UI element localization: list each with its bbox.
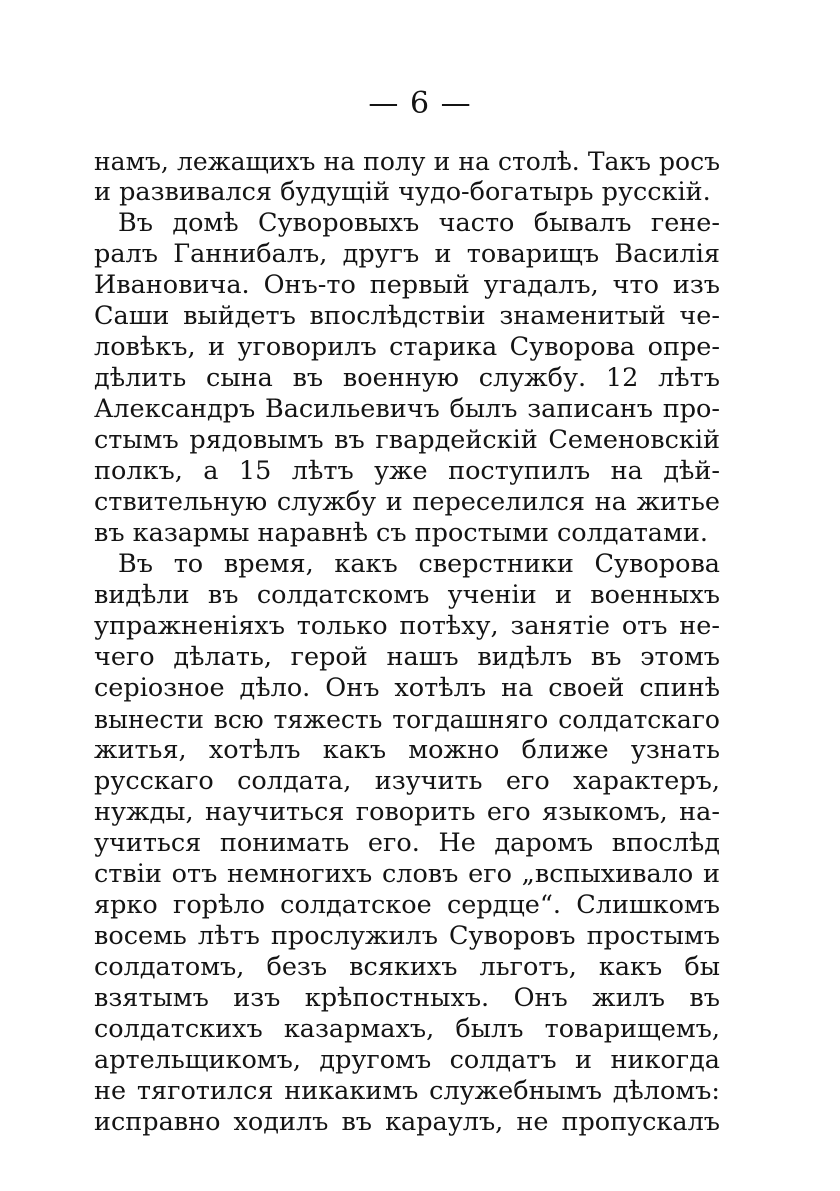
page-number: — 6 — bbox=[368, 86, 472, 121]
text-line: Саши выйдетъ впослѣдствіи знаменитый че- bbox=[94, 301, 720, 331]
text-line: Ивановича. Онъ-то первый угадалъ, что изъ bbox=[94, 270, 720, 300]
text-line: стымъ рядовымъ въ гвардейскій Семеновскій bbox=[94, 425, 720, 455]
text-line: упражненіяхъ только потѣху, занятіе отъ не- bbox=[94, 611, 720, 641]
paragraph-start-line: Въ домѣ Суворовыхъ часто бывалъ гене- bbox=[118, 208, 720, 238]
text-line: ярко горѣло солдатское сердце“. Слишкомъ bbox=[94, 890, 720, 920]
text-line: ствительную службу и переселился на житье bbox=[94, 487, 720, 517]
text-line: не тяготился никакимъ служебнымъ дѣломъ: bbox=[94, 1076, 720, 1106]
text-line: ствіи отъ немногихъ словъ его „вспыхивало и bbox=[94, 859, 720, 889]
text-line: артельщикомъ, другомъ солдатъ и никогда bbox=[94, 1045, 720, 1075]
text-line: и развивался будущій чудо-богатырь русскій. bbox=[94, 177, 711, 207]
text-line: взятымъ изъ крѣпостныхъ. Онъ жилъ въ bbox=[94, 983, 720, 1013]
text-line: серіозное дѣло. Онъ хотѣлъ на своей спинѣ bbox=[94, 673, 720, 703]
text-line: солдатскихъ казармахъ, былъ товарищемъ, bbox=[94, 1014, 720, 1044]
text-line: дѣлить сына въ военную службу. 12 лѣтъ bbox=[94, 363, 720, 393]
text-line: исправно ходилъ въ караулъ, не пропускалъ bbox=[94, 1107, 720, 1137]
body-text bbox=[94, 146, 720, 1138]
text-line: видѣли въ солдатскомъ ученіи и военныхъ bbox=[94, 580, 720, 610]
text-line: полкъ, а 15 лѣтъ уже поступилъ на дѣй- bbox=[94, 456, 720, 486]
text-line: русскаго солдата, изучить его характеръ, bbox=[94, 766, 720, 796]
text-line: солдатомъ, безъ всякихъ льготъ, какъ бы bbox=[94, 952, 720, 982]
text-line: намъ, лежащихъ на полу и на столѣ. Такъ росъ bbox=[94, 147, 720, 176]
text-line: чего дѣлать, герой нашъ видѣлъ въ этомъ bbox=[94, 642, 720, 672]
text-line: вынести всю тяжесть тогдашняго солдатскаго bbox=[94, 705, 720, 734]
text-line: учиться понимать его. Не даромъ впослѣд bbox=[94, 828, 720, 858]
text-line: ралъ Ганнибалъ, другъ и товарищъ Василія bbox=[94, 239, 720, 269]
text-line: въ казармы наравнѣ съ простыми солдатами. bbox=[94, 518, 708, 548]
text-line: Александръ Васильевичъ былъ записанъ про- bbox=[94, 394, 720, 424]
paragraph-start-line: Въ то время, какъ сверстники Суворова bbox=[118, 549, 720, 579]
text-line: ловѣкъ, и уговорилъ старика Суворова опре- bbox=[94, 332, 720, 362]
text-line: житья, хотѣлъ какъ можно ближе узнать bbox=[94, 735, 720, 765]
text-line: нужды, научиться говорить его языкомъ, на- bbox=[94, 797, 720, 827]
text-line: восемь лѣтъ прослужилъ Суворовъ простымъ bbox=[94, 921, 720, 951]
